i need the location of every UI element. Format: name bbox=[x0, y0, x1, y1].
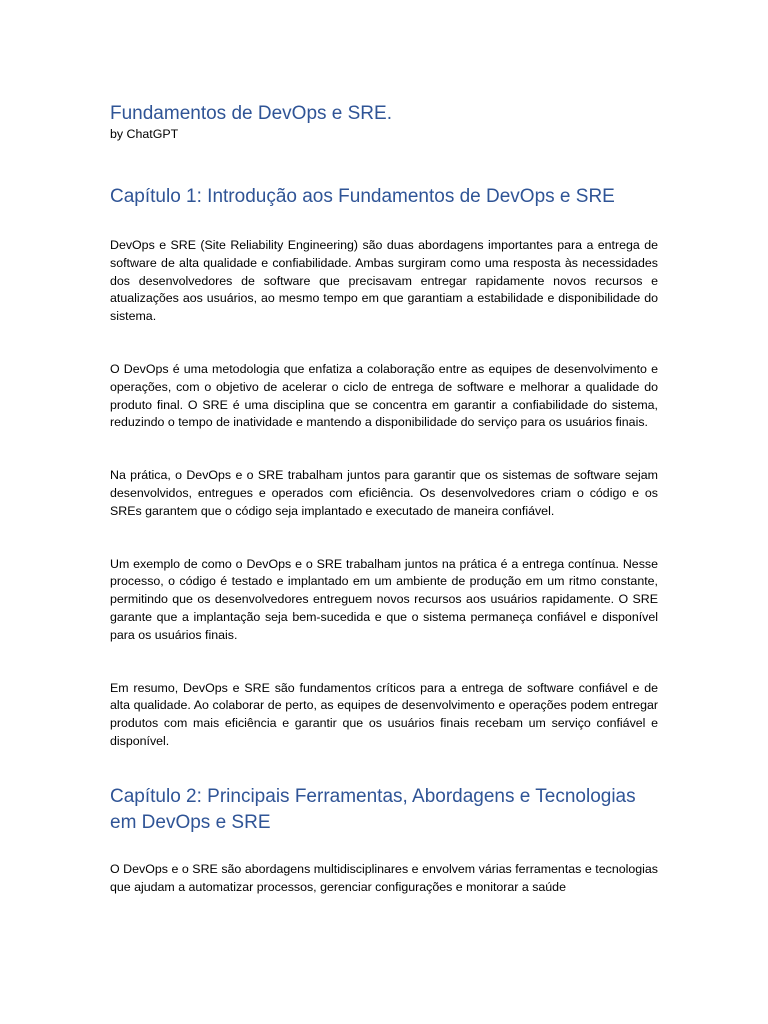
document-byline: by ChatGPT bbox=[110, 127, 179, 141]
chapter-2-heading: Capítulo 2: Principais Ferramentas, Abordagens e Tecnologias em DevOps e SRE bbox=[110, 785, 636, 833]
chapter-1-heading: Capítulo 1: Introdução aos Fundamentos de DevOps e SRE bbox=[110, 186, 615, 207]
chapter-1-paragraph-4: Um exemplo de como o DevOps e o SRE trabalham juntos na prática é a entrega contínua. Nesse processo, o código é testado e implantado em um ambiente de produção em um ritmo constante, permitindo que os desenvolvedores entreguem novos recursos aos usuários rapidamente. O SRE garante que a implantação seja bem-sucedida e que o sistema permaneça confiável e disponível para os usuários finais. bbox=[110, 556, 658, 642]
document-content bbox=[110, 102, 658, 896]
chapter-2-paragraph-1: O DevOps e o SRE são abordagens multidisciplinares e envolvem várias ferramentas e tecnologias que ajudam a automatizar processos, gerenciar configurações e monitorar a saúde bbox=[110, 861, 658, 894]
chapter-1-paragraph-2: O DevOps é uma metodologia que enfatiza a colaboração entre as equipes de desenvolvimento e operações, com o objetivo de acelerar o ciclo de entrega de software e melhorar a qualidade do produto final. O SRE é uma disciplina que se concentra em garantir a confiabilidade do sistema, reduzindo o tempo de inatividade e mantendo a disponibilidade do serviço para os usuários finais. bbox=[110, 361, 658, 430]
chapter-1-paragraph-5: Em resumo, DevOps e SRE são fundamentos críticos para a entrega de software confiável e de alta qualidade. Ao colaborar de perto, as equipes de desenvolvimento e operações podem entregar produtos com mais eficiência e garantir que os usuários finais recebam um serviço confiável e disponível. bbox=[110, 680, 658, 748]
chapter-1-paragraph-3: Na prática, o DevOps e o SRE trabalham juntos para garantir que os sistemas de software sejam desenvolvidos, entregues e operados com eficiência. Os desenvolvedores criam o código e os SREs garantem que o código seja implantado e executado de maneira confiável. bbox=[110, 468, 658, 518]
chapter-1-paragraph-1: DevOps e SRE (Site Reliability Engineering) são duas abordagens importantes para a entrega de software de alta qualidade e confiabilidade. Ambas surgiram como uma resposta às necessidades dos desenvolvedores de software que precisavam entregar rapidamente novos recursos e atualizações aos usuários, ao mesmo tempo em que garantiam a estabilidade e disponibilidade do sistema. bbox=[110, 238, 658, 324]
document-title: Fundamentos de DevOps e SRE. bbox=[110, 103, 392, 124]
